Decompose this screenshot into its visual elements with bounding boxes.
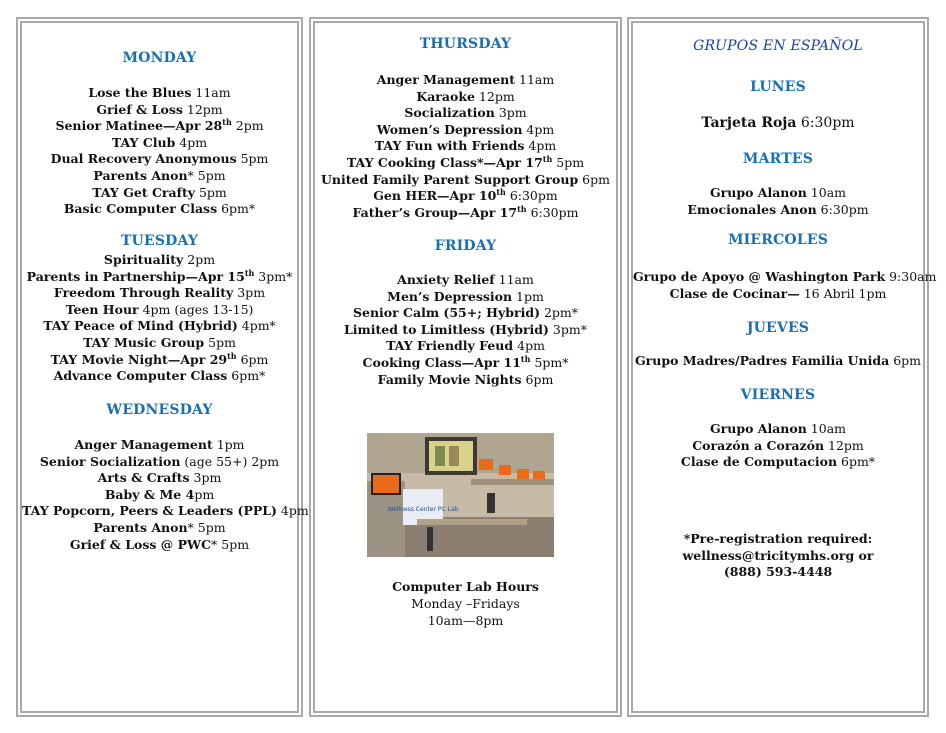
schedule-item: [22, 285, 297, 302]
schedule-item-time: 4pm: [524, 138, 557, 154]
schedule-item-name: Senior Calm (55+; Hybrid): [352, 305, 540, 321]
schedule-item-name: TAY Cooking Class*—Apr 17: [346, 154, 543, 170]
schedule-item-name: Karaoke: [416, 88, 475, 104]
schedule-item-time: 5pm: [195, 184, 227, 200]
schedule-item-name: Spirituality: [103, 252, 184, 267]
schedule-item-time: 2pm: [183, 252, 216, 267]
schedule-item: [22, 537, 297, 554]
spanish-groups-heading: GRUPOS EN ESPAÑOL: [693, 38, 863, 54]
schedule-item-name: United Family Parent Support Group: [321, 171, 579, 187]
schedule-item: [633, 454, 923, 471]
schedule-item: [633, 438, 923, 455]
preregistration-note: [633, 531, 923, 581]
schedule-item: [22, 151, 297, 168]
viernes-heading: VIERNES: [740, 387, 816, 403]
schedule-item-time: 16 Abril 1pm: [799, 285, 887, 301]
schedule-item-time: 5pm*: [530, 354, 569, 370]
schedule-item: [22, 454, 297, 471]
schedule-item-name: Freedom Through Reality: [53, 285, 234, 301]
computer-lab-title: Computer Lab Hours: [392, 579, 539, 594]
schedule-item-name: Men’s Depression: [387, 288, 513, 304]
schedule-item-name: Gen HER—Apr 10: [373, 188, 497, 204]
schedule-item: [315, 172, 616, 189]
schedule-item-name: TAY Music Group: [83, 334, 205, 350]
schedule-item-time: 10am: [806, 185, 847, 200]
schedule-item-name: Arts & Crafts: [97, 470, 190, 486]
schedule-item-time: 3pm: [494, 105, 527, 121]
schedule-item: [22, 85, 297, 102]
schedule-item-time: 4pm (ages 13-15): [138, 301, 254, 317]
schedule-item-name: Anxiety Relief: [397, 272, 495, 287]
schedule-item: [22, 252, 297, 269]
schedule-item-name: Parents Anon: [93, 167, 188, 183]
schedule-item: [315, 155, 616, 172]
panel-right: [627, 17, 937, 717]
schedule-item: [22, 352, 297, 369]
schedule-item: [633, 269, 937, 286]
monday-list: [22, 85, 297, 218]
schedule-item-time: 6pm*: [227, 368, 266, 384]
schedule-item: [22, 368, 297, 385]
schedule-item-time: * 5pm: [187, 167, 226, 183]
panel-middle: [309, 17, 622, 717]
schedule-item: [22, 318, 297, 335]
schedule-item-name: Parents in Partnership—Apr 15: [26, 268, 245, 284]
friday-heading: FRIDAY: [434, 238, 497, 254]
schedule-item: [315, 89, 616, 106]
schedule-item: [22, 302, 297, 319]
schedule-item-ordinal: th: [542, 153, 553, 164]
contact-phone: (888) 593-4448: [723, 564, 833, 580]
schedule-item-time: 11am: [191, 85, 231, 100]
schedule-item: [22, 269, 297, 286]
viernes-list: [633, 421, 923, 471]
schedule-item-time: 2pm: [231, 118, 264, 134]
schedule-item-name: Women’s Depression: [376, 121, 523, 137]
schedule-item: [315, 72, 616, 89]
computer-lab-hours: 10am—8pm: [427, 613, 504, 628]
schedule-item: [315, 122, 616, 139]
friday-list: [315, 272, 616, 388]
schedule-item: [315, 188, 616, 205]
schedule-item-time: 4pm: [513, 338, 545, 354]
schedule-item: [315, 138, 616, 155]
schedule-item-time: 6:30pm: [526, 204, 579, 220]
schedule-item-time: 1pm: [512, 288, 544, 304]
schedule-item-time: 12pm: [824, 437, 864, 453]
preregistration-line-1: *Pre-registration required:: [683, 531, 873, 546]
schedule-item: [22, 470, 297, 487]
schedule-item-time: 4pm: [276, 503, 309, 519]
schedule-item-time: 5pm: [552, 154, 585, 170]
thursday-heading: THURSDAY: [419, 36, 512, 52]
schedule-item-ordinal: th: [520, 353, 531, 364]
schedule-item: [22, 437, 297, 454]
schedule-item-time: 6pm: [236, 351, 269, 367]
schedule-item-name: TAY Movie Night—Apr 29: [50, 351, 228, 367]
wednesday-list: [22, 437, 309, 553]
schedule-item: [22, 135, 297, 152]
schedule-item-name: Father’s Group—Apr 17: [352, 204, 518, 220]
schedule-item-name: Grupo Madres/Padres Familia Unida: [635, 353, 890, 368]
schedule-item-time: 3pm*: [254, 268, 293, 284]
schedule-item-name: Dual Recovery Anonymous: [50, 151, 237, 167]
schedule-item-ordinal: th: [244, 267, 255, 278]
schedule-item: [633, 114, 923, 132]
schedule-item: [315, 322, 616, 339]
schedule-item: [633, 286, 923, 303]
schedule-item-time: 10am: [806, 421, 847, 436]
schedule-item: [633, 202, 923, 219]
lab-sign-text: Wellness Center PC Lab: [387, 506, 459, 513]
schedule-item-time: 4pm: [522, 121, 555, 137]
miercoles-list: [633, 269, 937, 302]
schedule-item-time: (age 55+) 2pm: [180, 453, 280, 469]
schedule-item-name: Parents Anon: [93, 519, 188, 535]
schedule-item: [315, 305, 616, 322]
schedule-item: [22, 335, 297, 352]
schedule-item-name: TAY Club: [111, 134, 176, 150]
schedule-item-time: 3pm*: [548, 321, 587, 337]
schedule-item-time: 5pm: [204, 334, 236, 350]
thursday-list: [315, 72, 616, 221]
schedule-item-ordinal: th: [496, 187, 506, 197]
schedule-item-time: 12pm: [182, 101, 223, 117]
schedule-item: [315, 105, 616, 122]
schedule-item-name: Senior Socialization: [39, 453, 181, 469]
schedule-item-name: Grupo Alanon: [709, 185, 807, 200]
schedule-item-ordinal: th: [227, 350, 237, 361]
schedule-item-name: Teen Hour: [65, 301, 139, 317]
schedule-item: [22, 168, 297, 185]
miercoles-heading: MIERCOLES: [727, 232, 829, 248]
schedule-item-time: 11am: [494, 272, 534, 287]
schedule-item-time: 6pm: [889, 353, 921, 368]
schedule-item: [22, 185, 297, 202]
schedule-item-time: 11am: [515, 72, 555, 87]
schedule-item-name: TAY Peace of Mind (Hybrid): [43, 318, 238, 334]
schedule-item-name: Lose the Blues: [88, 85, 192, 100]
schedule-item-time: 3pm: [189, 470, 222, 486]
schedule-item: [22, 118, 297, 135]
lunes-heading: LUNES: [750, 79, 806, 95]
contact-email: wellness@tricitymhs.org or: [682, 547, 874, 563]
schedule-item-name: Tarjeta Roja: [701, 115, 797, 131]
schedule-item: [315, 205, 616, 222]
schedule-item: [315, 272, 616, 289]
martes-list: [633, 185, 923, 218]
schedule-item-time: 4pm: [175, 134, 208, 150]
schedule-item: [633, 353, 923, 370]
schedule-item-name: Basic Computer Class: [63, 201, 218, 217]
schedule-item-time: pm: [194, 486, 215, 502]
schedule-item-name: Socialization: [404, 105, 495, 121]
lunes-list: [633, 114, 923, 132]
schedule-item: [633, 185, 923, 202]
schedule-item-ordinal: th: [222, 117, 232, 128]
schedule-item-name: Clase de Computacion: [680, 454, 838, 470]
schedule-item-name: Grupo de Apoyo @ Washington Park: [633, 269, 886, 284]
schedule-item: [315, 289, 616, 306]
schedule-item-name: Grief & Loss: [96, 101, 183, 117]
schedule-item-time: 9:30am: [885, 269, 937, 284]
schedule-item-name: Corazón a Corazón: [692, 437, 825, 453]
schedule-item-name: Grief & Loss @ PWC: [69, 536, 212, 552]
schedule-item: [315, 372, 616, 389]
schedule-item-time: 3pm: [233, 285, 266, 301]
schedule-item-ordinal: th: [517, 203, 527, 214]
schedule-item-name: TAY Popcorn, Peers & Leaders (PPL): [22, 503, 277, 519]
schedule-item-time: * 5pm: [187, 519, 226, 535]
schedule-item: [633, 421, 923, 438]
schedule-item-name: Limited to Limitless (Hybrid): [344, 321, 549, 337]
schedule-item-time: 1pm: [212, 437, 245, 452]
schedule-item: [315, 338, 616, 355]
computer-lab-days: Monday –Fridays: [411, 596, 520, 611]
schedule-item-name: TAY Friendly Feud: [386, 338, 514, 354]
schedule-item-name: Senior Matinee—Apr 28: [55, 118, 223, 134]
schedule-item-time: 6pm: [521, 371, 554, 387]
schedule-item: [315, 355, 616, 372]
schedule-item-time: 12pm: [474, 88, 515, 104]
schedule-item-name: Grupo Alanon: [709, 421, 807, 436]
schedule-item-time: 6pm: [578, 171, 610, 187]
schedule-item-time: 4pm*: [237, 318, 276, 334]
monday-heading: MONDAY: [122, 50, 197, 66]
schedule-item-name: Clase de Cocinar—: [669, 285, 800, 301]
schedule-item-name: Anger Management: [376, 72, 516, 87]
schedule-item-time: 6pm*: [837, 454, 876, 470]
schedule-item-time: 2pm*: [540, 305, 579, 321]
schedule-item-name: Family Movie Nights: [377, 371, 522, 387]
schedule-item-name: Advance Computer Class: [53, 368, 228, 384]
schedule-item: [22, 102, 297, 119]
panel-left: [16, 17, 309, 717]
schedule-item: [22, 503, 309, 520]
schedule-item-time: 6:30pm: [505, 188, 558, 204]
tuesday-list: [22, 252, 297, 385]
schedule-item-name: TAY Get Crafty: [92, 184, 195, 200]
computer-lab-photo: [367, 433, 554, 557]
schedule-item: [22, 487, 297, 504]
tuesday-heading: TUESDAY: [120, 233, 199, 249]
schedule-item-time: 6:30pm: [816, 201, 869, 217]
schedule-item-time: * 5pm: [211, 536, 250, 552]
schedule-item-time: 6pm*: [217, 201, 256, 217]
schedule-item: [22, 201, 297, 218]
schedule-item-name: Emocionales Anon: [687, 201, 817, 217]
jueves-heading: JUEVES: [746, 320, 810, 336]
schedule-item-name: Anger Management: [74, 437, 213, 452]
schedule-item-name: Cooking Class—Apr 11: [362, 354, 521, 370]
schedule-item: [22, 520, 297, 537]
schedule-item-name: Baby & Me 4: [104, 486, 195, 502]
schedule-item-name: TAY Fun with Friends: [374, 138, 525, 154]
jueves-list: [633, 353, 923, 370]
schedule-item-time: 6:30pm: [796, 115, 855, 131]
wednesday-heading: WEDNESDAY: [106, 402, 213, 418]
martes-heading: MARTES: [742, 151, 814, 167]
schedule-item-time: 5pm: [236, 151, 269, 167]
